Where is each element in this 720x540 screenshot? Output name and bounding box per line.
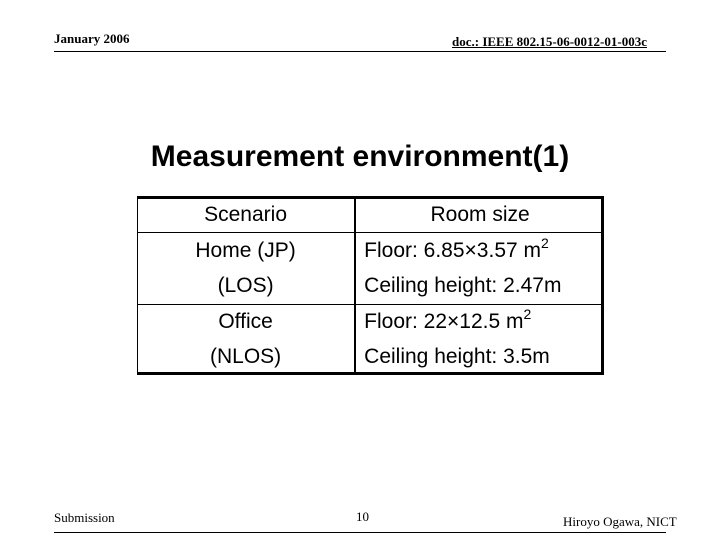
- ceiling-height: Ceiling height: 2.47m: [364, 274, 562, 298]
- table-row: [137, 233, 604, 304]
- scenario-name: Office: [218, 309, 273, 333]
- footer-submission: Submission: [54, 510, 115, 525]
- footer-author: Hiroyo Ogawa, NICT: [563, 514, 677, 529]
- floor-unit-exponent: 2: [523, 305, 532, 322]
- header-scenario: Scenario: [137, 197, 355, 233]
- table-border-right: [601, 196, 604, 375]
- floor-size: [364, 234, 549, 262]
- floor-size: [364, 305, 532, 333]
- scenario-cell: [137, 304, 355, 375]
- header-room-size: Room size: [430, 203, 530, 227]
- floor-size-text: Floor: 22×12.5 m: [364, 309, 524, 333]
- table-divider: [137, 304, 604, 305]
- table-border-bottom: [137, 372, 604, 375]
- footer-rule: [54, 532, 666, 533]
- header-doc-id: doc.: IEEE 802.15-06-0012-01-003c: [452, 34, 647, 49]
- table-header-row: [137, 197, 604, 233]
- header-rule: [54, 51, 666, 52]
- table-row: [137, 304, 604, 375]
- measurement-table: [137, 197, 604, 375]
- page-number: 10: [356, 509, 369, 524]
- floor-size-text: Floor: 6.85×3.57 m: [364, 238, 542, 262]
- floor-unit-exponent: 2: [541, 234, 549, 251]
- header-date: January 2006: [54, 31, 130, 46]
- scenario-cell: [137, 233, 355, 304]
- scenario-condition: (NLOS): [209, 345, 282, 369]
- table-divider: [137, 232, 604, 233]
- scenario-condition: (LOS): [217, 274, 274, 298]
- ceiling-height: Ceiling height: 3.5m: [364, 345, 550, 369]
- room-size-cell: [355, 233, 604, 304]
- room-size-cell: [355, 304, 604, 375]
- scenario-name: Home (JP): [195, 238, 296, 262]
- table-border-top: [137, 196, 604, 199]
- slide-title: Measurement environment(1): [150, 140, 570, 173]
